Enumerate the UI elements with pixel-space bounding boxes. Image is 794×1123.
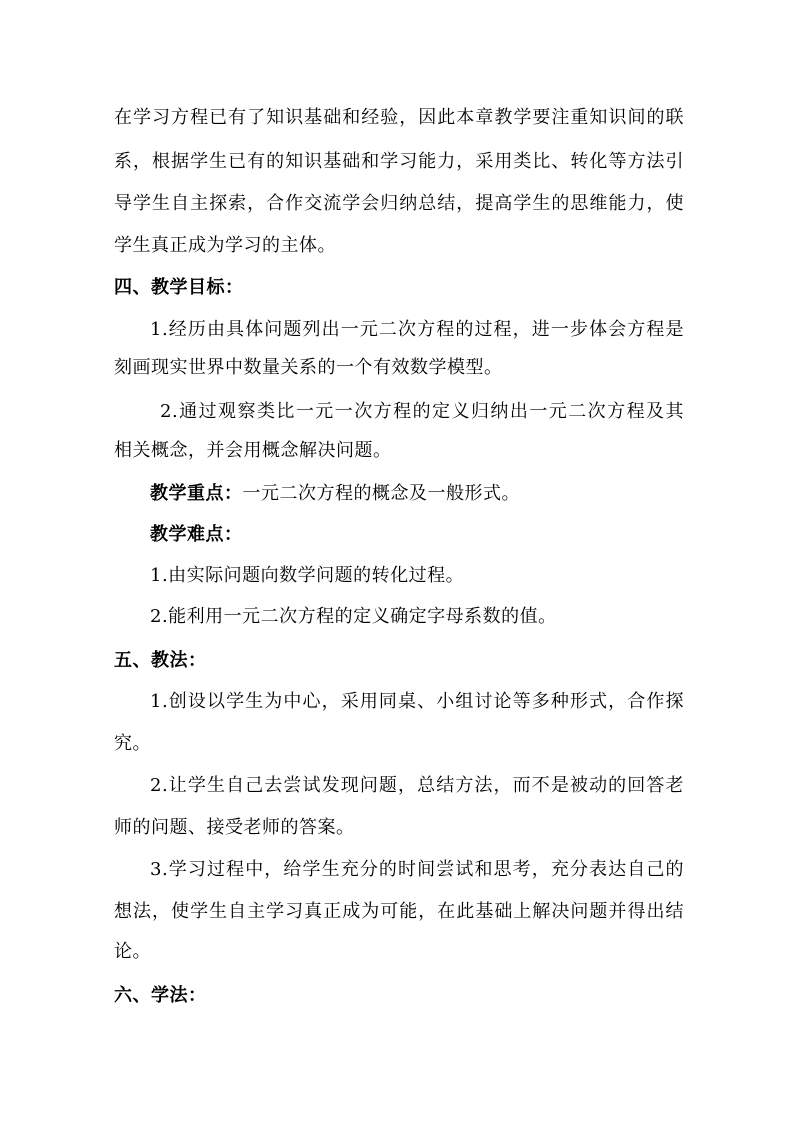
method-3-line-1: 3.学习过程中，给学生充分的时间尝试和思考，充分表达自己的	[150, 859, 684, 880]
section-heading-learning-methods: 六、学法：	[114, 985, 207, 1006]
method-2-line-1: 2.让学生自己去尝试发现问题，总结方法，而不是被动的回答老	[150, 775, 684, 796]
key-point-label: 教学重点：	[150, 483, 243, 504]
goal-2-line-2: 相关概念，并会用概念解决问题。	[114, 440, 392, 461]
intro-line-1: 在学习方程已有了知识基础和经验，因此本章教学要注重知识间的联	[114, 107, 684, 128]
method-2-line-2: 师的问题、接受老师的答案。	[114, 817, 355, 838]
goal-1-line-1: 1.经历由具体问题列出一元二次方程的过程，进一步体会方程是	[150, 319, 684, 340]
method-3-line-2: 想法，使学生自主学习真正成为可能，在此基础上解决问题并得出结	[114, 901, 684, 922]
goal-1-line-2: 刻画现实世界中数量关系的一个有效数学模型。	[114, 357, 503, 378]
difficulty-1: 1.由实际问题向数学问题的转化过程。	[150, 565, 465, 586]
intro-line-4: 学生真正成为学习的主体。	[114, 235, 336, 256]
method-3-line-3: 论。	[114, 941, 151, 962]
key-point	[150, 482, 684, 506]
key-point-text: 一元二次方程的概念及一般形式。	[242, 483, 520, 504]
method-1-line-2: 究。	[114, 733, 151, 754]
goal-2-line-1: 2.通过观察类比一元一次方程的定义归纳出一元二次方程及其	[160, 401, 684, 422]
section-heading-teaching-goals: 四、教学目标：	[114, 277, 244, 298]
section-heading-teaching-methods: 五、教法：	[114, 650, 207, 671]
difficulty-label: 教学难点：	[150, 524, 243, 545]
difficulty-2: 2.能利用一元二次方程的定义确定字母系数的值。	[150, 606, 557, 627]
method-1-line-1: 1.创设以学生为中心，采用同桌、小组讨论等多种形式，合作探	[150, 691, 684, 712]
intro-line-2: 系，根据学生已有的知识基础和学习能力，采用类比、转化等方法引	[114, 151, 684, 172]
intro-line-3: 导学生自主探索，合作交流学会归纳总结，提高学生的思维能力，使	[114, 193, 684, 214]
